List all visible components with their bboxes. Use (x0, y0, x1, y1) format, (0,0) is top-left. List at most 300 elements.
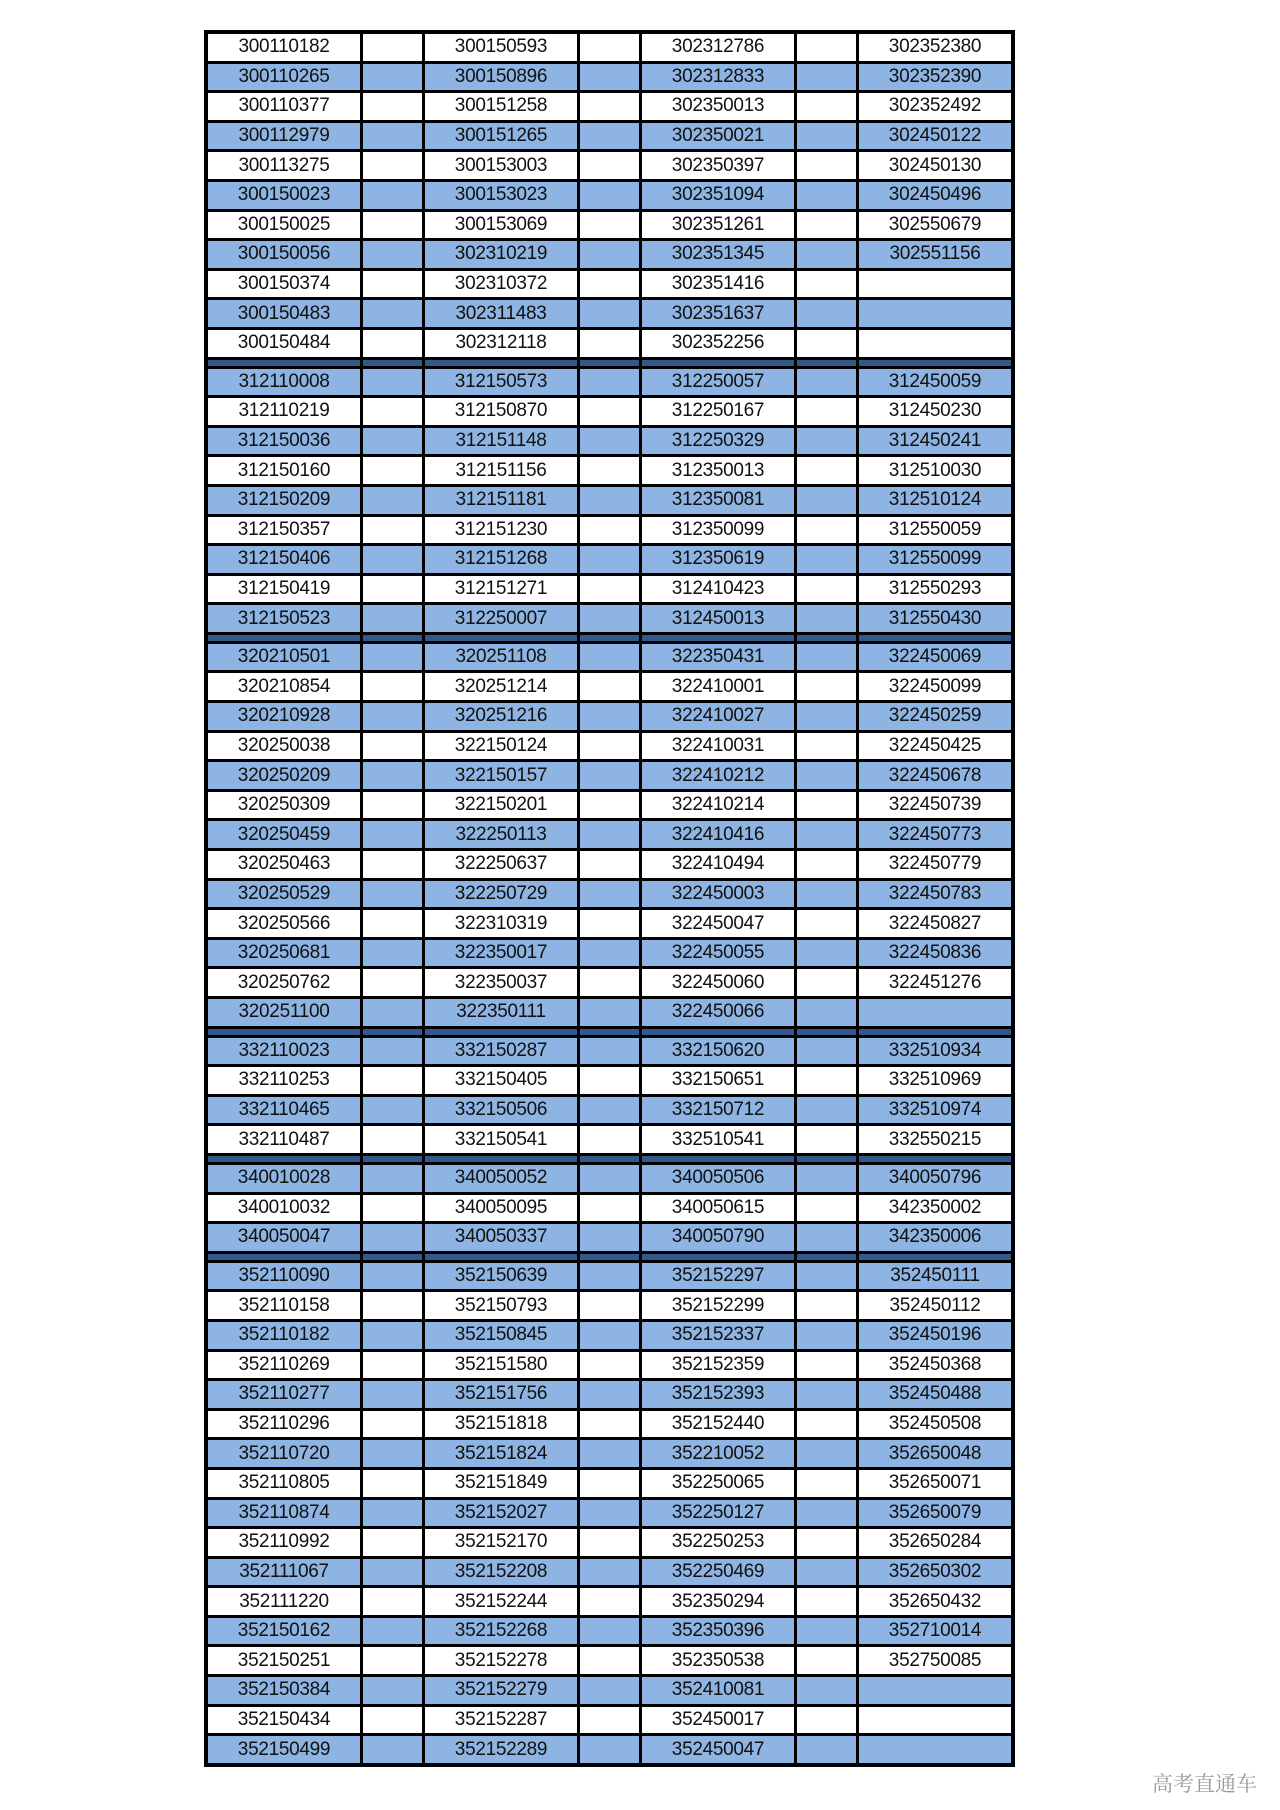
blank-cell (362, 1291, 424, 1321)
id-cell: 352450508 (858, 1409, 1014, 1439)
table-row (206, 299, 1013, 329)
blank-cell (579, 456, 641, 486)
id-cell: 312350099 (641, 515, 796, 545)
id-cell: 352110158 (206, 1291, 362, 1321)
table-row (206, 328, 1013, 358)
id-cell (858, 1705, 1014, 1735)
id-cell: 322450060 (641, 968, 796, 998)
id-cell: 312151268 (424, 545, 579, 575)
id-cell: 302352390 (858, 62, 1014, 92)
id-number-table (204, 30, 1015, 1767)
blank-cell (579, 702, 641, 732)
id-cell: 320250566 (206, 909, 362, 939)
table-row (206, 1557, 1013, 1587)
blank-cell (362, 998, 424, 1028)
id-cell: 340010028 (206, 1163, 362, 1193)
blank-cell (579, 32, 641, 62)
id-cell: 320210854 (206, 672, 362, 702)
blank-cell (796, 210, 858, 240)
blank-cell (796, 121, 858, 151)
table-row (206, 367, 1013, 397)
id-cell: 300153023 (424, 180, 579, 210)
blank-cell (362, 1036, 424, 1066)
table-row (206, 1380, 1013, 1410)
id-cell: 322250113 (424, 820, 579, 850)
blank-cell (796, 1735, 858, 1765)
blank-cell (362, 1646, 424, 1676)
id-cell: 322350017 (424, 938, 579, 968)
id-cell: 340050095 (424, 1193, 579, 1223)
blank-cell (796, 269, 858, 299)
blank-cell (579, 426, 641, 456)
id-cell: 322150157 (424, 761, 579, 791)
separator-cell (796, 1252, 858, 1261)
blank-cell (362, 938, 424, 968)
id-cell: 332150405 (424, 1066, 579, 1096)
id-cell: 300151265 (424, 121, 579, 151)
id-cell: 312450059 (858, 367, 1014, 397)
id-cell: 352450368 (858, 1350, 1014, 1380)
id-cell: 312151230 (424, 515, 579, 545)
id-cell: 352210052 (641, 1439, 796, 1469)
blank-cell (579, 1036, 641, 1066)
blank-cell (362, 968, 424, 998)
id-cell: 312110008 (206, 367, 362, 397)
id-cell: 322310319 (424, 909, 579, 939)
id-cell: 352110269 (206, 1350, 362, 1380)
table-row (206, 1409, 1013, 1439)
table-row (206, 426, 1013, 456)
id-cell: 312450241 (858, 426, 1014, 456)
blank-cell (579, 1439, 641, 1469)
blank-cell (796, 574, 858, 604)
table-row (206, 1705, 1013, 1735)
id-cell: 322410212 (641, 761, 796, 791)
id-cell: 332510969 (858, 1066, 1014, 1096)
blank-cell (362, 1468, 424, 1498)
blank-cell (579, 1587, 641, 1617)
blank-cell (579, 1095, 641, 1125)
separator-cell (579, 1154, 641, 1163)
id-cell: 322450003 (641, 879, 796, 909)
id-cell: 340050052 (424, 1163, 579, 1193)
separator-cell (858, 358, 1014, 367)
separator-cell (579, 358, 641, 367)
id-cell: 352150639 (424, 1261, 579, 1291)
id-cell: 302450122 (858, 121, 1014, 151)
table-row (206, 761, 1013, 791)
table-row (206, 1587, 1013, 1617)
id-cell: 352151849 (424, 1468, 579, 1498)
blank-cell (579, 938, 641, 968)
blank-cell (796, 1557, 858, 1587)
id-cell: 352350294 (641, 1587, 796, 1617)
blank-cell (362, 1735, 424, 1765)
blank-cell (362, 1439, 424, 1469)
blank-cell (796, 515, 858, 545)
id-cell: 352650079 (858, 1498, 1014, 1528)
separator-cell (579, 1027, 641, 1036)
blank-cell (579, 299, 641, 329)
blank-cell (579, 731, 641, 761)
id-cell: 332110023 (206, 1036, 362, 1066)
id-cell: 340050790 (641, 1223, 796, 1253)
id-cell: 312150419 (206, 574, 362, 604)
blank-cell (579, 1735, 641, 1765)
id-cell: 352152170 (424, 1528, 579, 1558)
id-cell: 300113275 (206, 151, 362, 181)
blank-cell (579, 574, 641, 604)
id-cell: 312550059 (858, 515, 1014, 545)
id-cell: 322450783 (858, 879, 1014, 909)
separator-cell (206, 633, 362, 642)
blank-cell (362, 62, 424, 92)
id-cell: 332110487 (206, 1125, 362, 1155)
id-cell: 332150506 (424, 1095, 579, 1125)
blank-cell (362, 269, 424, 299)
blank-cell (796, 1498, 858, 1528)
table-row (206, 968, 1013, 998)
blank-cell (796, 761, 858, 791)
blank-cell (362, 397, 424, 427)
table-row (206, 790, 1013, 820)
id-cell: 312550293 (858, 574, 1014, 604)
table-row (206, 642, 1013, 672)
id-cell: 352110805 (206, 1468, 362, 1498)
id-cell: 352250469 (641, 1557, 796, 1587)
id-cell (858, 269, 1014, 299)
blank-cell (362, 574, 424, 604)
id-cell: 312250057 (641, 367, 796, 397)
id-cell: 340050506 (641, 1163, 796, 1193)
id-cell: 312151148 (424, 426, 579, 456)
blank-cell (796, 998, 858, 1028)
id-cell: 352350538 (641, 1646, 796, 1676)
table-row (206, 151, 1013, 181)
blank-cell (362, 1705, 424, 1735)
blank-cell (579, 968, 641, 998)
blank-cell (362, 1498, 424, 1528)
separator-cell (206, 1252, 362, 1261)
id-cell: 322250729 (424, 879, 579, 909)
id-cell: 302351261 (641, 210, 796, 240)
id-cell: 352151818 (424, 1409, 579, 1439)
id-cell: 302351637 (641, 299, 796, 329)
id-cell: 312510030 (858, 456, 1014, 486)
separator-cell (362, 1027, 424, 1036)
blank-cell (579, 1616, 641, 1646)
id-cell: 352150251 (206, 1646, 362, 1676)
id-cell: 352150384 (206, 1676, 362, 1706)
blank-cell (579, 761, 641, 791)
id-cell: 302312118 (424, 328, 579, 358)
blank-cell (796, 1587, 858, 1617)
id-cell: 352110874 (206, 1498, 362, 1528)
id-cell: 322450827 (858, 909, 1014, 939)
separator-cell (641, 1027, 796, 1036)
id-cell: 312150870 (424, 397, 579, 427)
id-cell: 352152244 (424, 1587, 579, 1617)
separator-cell (858, 1027, 1014, 1036)
id-cell: 340050047 (206, 1223, 362, 1253)
table-row (206, 121, 1013, 151)
blank-cell (796, 850, 858, 880)
id-cell: 342350002 (858, 1193, 1014, 1223)
blank-cell (362, 1380, 424, 1410)
id-cell: 322410214 (641, 790, 796, 820)
blank-cell (796, 299, 858, 329)
id-cell: 322450066 (641, 998, 796, 1028)
separator-cell (424, 633, 579, 642)
watermark-text: 高考直通车 (1152, 1772, 1257, 1796)
id-cell: 340050615 (641, 1193, 796, 1223)
id-cell: 300110265 (206, 62, 362, 92)
id-cell: 320250038 (206, 731, 362, 761)
blank-cell (796, 909, 858, 939)
blank-cell (579, 1193, 641, 1223)
id-cell: 302352492 (858, 92, 1014, 122)
blank-cell (796, 1261, 858, 1291)
separator-cell (362, 358, 424, 367)
separator-cell (858, 1154, 1014, 1163)
blank-cell (579, 367, 641, 397)
separator-cell (858, 1252, 1014, 1261)
blank-cell (362, 1587, 424, 1617)
blank-cell (579, 1320, 641, 1350)
id-cell: 302352380 (858, 32, 1014, 62)
id-cell: 352152440 (641, 1409, 796, 1439)
id-cell: 332150651 (641, 1066, 796, 1096)
id-cell: 352450488 (858, 1380, 1014, 1410)
table-row (206, 1350, 1013, 1380)
table-row (206, 210, 1013, 240)
blank-cell (796, 820, 858, 850)
id-cell: 322410416 (641, 820, 796, 850)
id-cell: 320210501 (206, 642, 362, 672)
blank-cell (796, 32, 858, 62)
blank-cell (579, 790, 641, 820)
id-cell: 302550679 (858, 210, 1014, 240)
blank-cell (796, 1616, 858, 1646)
id-cell: 322450773 (858, 820, 1014, 850)
id-cell: 322410031 (641, 731, 796, 761)
id-cell: 332150287 (424, 1036, 579, 1066)
blank-cell (362, 1320, 424, 1350)
id-cell: 302351345 (641, 240, 796, 270)
blank-cell (579, 1291, 641, 1321)
id-cell: 312150036 (206, 426, 362, 456)
id-cell: 300150483 (206, 299, 362, 329)
id-cell: 312350081 (641, 485, 796, 515)
id-cell: 320251108 (424, 642, 579, 672)
id-cell: 312150406 (206, 545, 362, 575)
table-row (206, 731, 1013, 761)
id-cell: 352350396 (641, 1616, 796, 1646)
blank-cell (362, 1261, 424, 1291)
blank-cell (362, 210, 424, 240)
id-cell: 320250681 (206, 938, 362, 968)
id-cell: 322350037 (424, 968, 579, 998)
table-row (206, 456, 1013, 486)
blank-cell (796, 1676, 858, 1706)
blank-cell (796, 1409, 858, 1439)
table-row (206, 1646, 1013, 1676)
id-cell: 302310372 (424, 269, 579, 299)
id-cell: 342350006 (858, 1223, 1014, 1253)
blank-cell (362, 151, 424, 181)
table-row (206, 850, 1013, 880)
id-cell: 302350397 (641, 151, 796, 181)
separator-cell (641, 633, 796, 642)
blank-cell (796, 731, 858, 761)
separator-cell (206, 1154, 362, 1163)
blank-cell (579, 397, 641, 427)
id-cell: 352152297 (641, 1261, 796, 1291)
blank-cell (579, 121, 641, 151)
blank-cell (796, 1223, 858, 1253)
id-cell: 312151181 (424, 485, 579, 515)
id-cell (858, 1676, 1014, 1706)
id-cell: 302551156 (858, 240, 1014, 270)
blank-cell (362, 1095, 424, 1125)
blank-cell (796, 1646, 858, 1676)
separator-cell (362, 633, 424, 642)
blank-cell (796, 968, 858, 998)
blank-cell (362, 92, 424, 122)
id-cell: 312450013 (641, 604, 796, 634)
blank-cell (579, 1498, 641, 1528)
id-cell (858, 328, 1014, 358)
id-cell: 332150712 (641, 1095, 796, 1125)
id-cell: 322410027 (641, 702, 796, 732)
table-row (206, 485, 1013, 515)
id-cell: 300150056 (206, 240, 362, 270)
blank-cell (579, 1125, 641, 1155)
id-cell: 312250167 (641, 397, 796, 427)
id-cell: 332510974 (858, 1095, 1014, 1125)
id-cell: 300150896 (424, 62, 579, 92)
id-cell: 312510124 (858, 485, 1014, 515)
id-cell: 352151580 (424, 1350, 579, 1380)
id-cell: 300150484 (206, 328, 362, 358)
id-cell: 322451276 (858, 968, 1014, 998)
blank-cell (579, 1528, 641, 1558)
id-cell: 332510541 (641, 1125, 796, 1155)
id-cell: 300150374 (206, 269, 362, 299)
id-cell: 320250762 (206, 968, 362, 998)
blank-cell (579, 485, 641, 515)
id-cell: 322450425 (858, 731, 1014, 761)
id-cell: 312550430 (858, 604, 1014, 634)
id-cell: 352152359 (641, 1350, 796, 1380)
group-separator (206, 633, 1013, 642)
table-row (206, 909, 1013, 939)
blank-cell (362, 820, 424, 850)
blank-cell (579, 515, 641, 545)
id-cell (858, 299, 1014, 329)
id-cell: 322350431 (641, 642, 796, 672)
id-cell: 352110720 (206, 1439, 362, 1469)
id-cell: 332150541 (424, 1125, 579, 1155)
id-cell: 352110277 (206, 1380, 362, 1410)
separator-cell (424, 1252, 579, 1261)
blank-cell (579, 1676, 641, 1706)
blank-cell (362, 1125, 424, 1155)
id-cell: 302311483 (424, 299, 579, 329)
id-cell: 352450196 (858, 1320, 1014, 1350)
separator-cell (858, 633, 1014, 642)
id-cell: 300151258 (424, 92, 579, 122)
blank-cell (579, 180, 641, 210)
table-row (206, 1616, 1013, 1646)
id-cell: 352152279 (424, 1676, 579, 1706)
id-cell: 302450496 (858, 180, 1014, 210)
blank-cell (796, 604, 858, 634)
blank-cell (362, 367, 424, 397)
id-cell: 332110465 (206, 1095, 362, 1125)
id-cell: 312150160 (206, 456, 362, 486)
blank-cell (579, 1468, 641, 1498)
id-cell: 312151271 (424, 574, 579, 604)
blank-cell (362, 180, 424, 210)
table-row (206, 1528, 1013, 1558)
blank-cell (796, 938, 858, 968)
blank-cell (362, 909, 424, 939)
blank-cell (579, 240, 641, 270)
id-cell: 352650432 (858, 1587, 1014, 1617)
blank-cell (579, 1646, 641, 1676)
table-row (206, 1261, 1013, 1291)
id-cell: 320250309 (206, 790, 362, 820)
blank-cell (362, 604, 424, 634)
group-separator (206, 1252, 1013, 1261)
id-cell: 352450047 (641, 1735, 796, 1765)
blank-cell (579, 92, 641, 122)
id-cell: 302350021 (641, 121, 796, 151)
blank-cell (579, 545, 641, 575)
blank-cell (579, 328, 641, 358)
id-cell: 312350013 (641, 456, 796, 486)
table-row (206, 1291, 1013, 1321)
table-row (206, 1468, 1013, 1498)
table-row (206, 879, 1013, 909)
blank-cell (796, 1350, 858, 1380)
table-row (206, 92, 1013, 122)
id-cell: 332510934 (858, 1036, 1014, 1066)
table-row (206, 397, 1013, 427)
blank-cell (362, 456, 424, 486)
id-cell: 352250253 (641, 1528, 796, 1558)
id-cell: 312550099 (858, 545, 1014, 575)
group-separator (206, 1154, 1013, 1163)
separator-cell (362, 1154, 424, 1163)
blank-cell (796, 180, 858, 210)
separator-cell (641, 1252, 796, 1261)
blank-cell (362, 672, 424, 702)
blank-cell (796, 240, 858, 270)
table-row (206, 269, 1013, 299)
table-row (206, 1320, 1013, 1350)
blank-cell (796, 790, 858, 820)
id-cell: 340050796 (858, 1163, 1014, 1193)
id-cell: 352152208 (424, 1557, 579, 1587)
id-cell: 300110377 (206, 92, 362, 122)
blank-cell (796, 1291, 858, 1321)
table-row (206, 32, 1013, 62)
id-cell: 322450069 (858, 642, 1014, 672)
id-cell: 320251100 (206, 998, 362, 1028)
separator-cell (206, 1027, 362, 1036)
